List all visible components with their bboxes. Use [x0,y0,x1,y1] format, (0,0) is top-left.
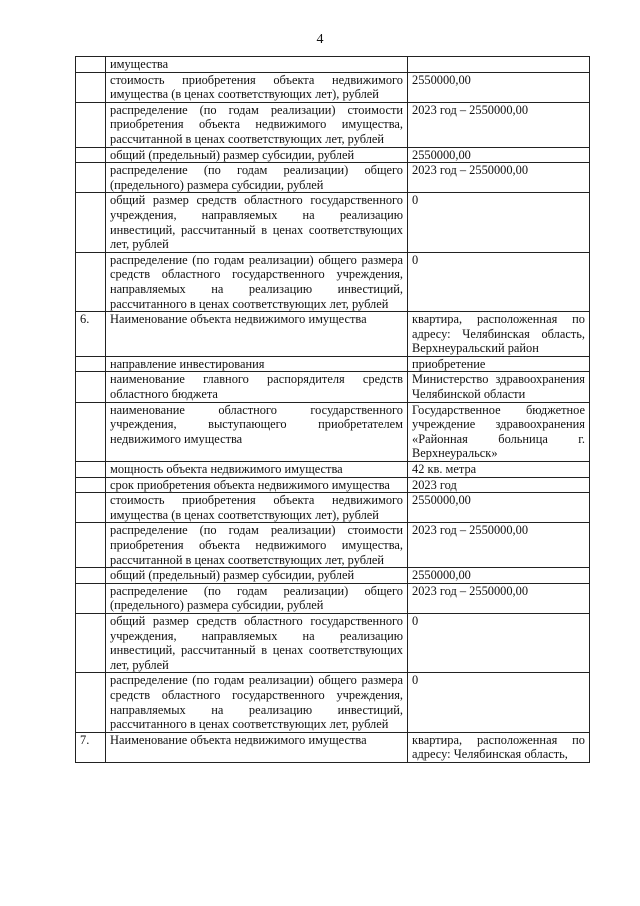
row-label: наименование главного распорядителя средств областного бюджета [106,372,408,402]
table-row [76,568,590,584]
row-number [76,72,106,102]
row-label: распределение (по годам реализации) общего размера средств областного государственного учреждения, направляемых на реализацию инвестиций, рассчитанного в ценах соответствующих лет, рублей [106,252,408,311]
page-number: 4 [316,32,324,47]
table-row [76,163,590,193]
row-label: распределение (по годам реализации) общего (предельного) размера субсидии, рублей [106,583,408,613]
row-label: стоимость приобретения объекта недвижимого имущества (в ценах соответствующих лет), рублей [106,493,408,523]
table-row [76,583,590,613]
row-value: 0 [408,252,590,311]
row-value: 2550000,00 [408,493,590,523]
row-number [76,583,106,613]
row-number [76,163,106,193]
table-row [76,372,590,402]
table-row [76,673,590,732]
row-number [76,193,106,252]
row-value: 2023 год – 2550000,00 [408,102,590,147]
row-number [76,102,106,147]
row-label: срок приобретения объекта недвижимого имущества [106,477,408,493]
row-number [76,477,106,493]
row-label: общий размер средств областного государственного учреждения, направляемых на реализацию инвестиций, рассчитанный в ценах соответствующих лет, рублей [106,613,408,672]
row-value: 2550000,00 [408,147,590,163]
table-row [76,102,590,147]
row-value: Государственное бюджетное учреждение здравоохранения «Районная больница г. Верхнеуральск» [408,402,590,461]
investment-table [75,56,590,763]
row-value: 2023 год – 2550000,00 [408,523,590,568]
table-row [76,477,590,493]
row-value: 2023 год [408,477,590,493]
row-number [76,372,106,402]
table-row [76,462,590,478]
row-number [76,493,106,523]
row-label: распределение (по годам реализации) стоимости приобретения объекта недвижимого имущества, рассчитанной в ценах соответствующих лет, рублей [106,102,408,147]
table-row [76,72,590,102]
table-row [76,523,590,568]
row-number [76,462,106,478]
row-value [408,57,590,73]
row-label: общий (предельный) размер субсидии, рублей [106,568,408,584]
row-value: приобретение [408,356,590,372]
row-label: общий размер средств областного государственного учреждения, направляемых на реализацию инвестиций, рассчитанный в ценах соответствующих лет, рублей [106,193,408,252]
row-number [76,673,106,732]
row-label: Наименование объекта недвижимого имущества [106,732,408,762]
row-value: Министерство здравоохранения Челябинской области [408,372,590,402]
row-label: распределение (по годам реализации) стоимости приобретения объекта недвижимого имущества, рассчитанной в ценах соответствующих лет, рублей [106,523,408,568]
row-value: 0 [408,673,590,732]
row-label: распределение (по годам реализации) общего (предельного) размера субсидии, рублей [106,163,408,193]
row-number [76,613,106,672]
row-label: наименование областного государственного учреждения, выступающего приобретателем недвижимого имущества [106,402,408,461]
row-label: имущества [106,57,408,73]
row-value: 2023 год – 2550000,00 [408,583,590,613]
row-number [76,402,106,461]
row-label: мощность объекта недвижимого имущества [106,462,408,478]
row-label: распределение (по годам реализации) общего размера средств областного государственного учреждения, направляемых на реализацию инвестиций, рассчитанного в ценах соответствующих лет, рублей [106,673,408,732]
row-number [76,356,106,372]
table-row [76,613,590,672]
row-value: 42 кв. метра [408,462,590,478]
row-number: 6. [76,312,106,357]
table-row [76,312,590,357]
table-row [76,402,590,461]
table-row [76,193,590,252]
table-row [76,493,590,523]
row-number: 7. [76,732,106,762]
row-value: 0 [408,193,590,252]
row-number [76,147,106,163]
row-number [76,57,106,73]
table-row [76,252,590,311]
table-row [76,147,590,163]
table-row [76,732,590,762]
row-label: стоимость приобретения объекта недвижимого имущества (в ценах соответствующих лет), рублей [106,72,408,102]
row-value: 2550000,00 [408,568,590,584]
row-value: квартира, расположенная по адресу: Челябинская область, [408,732,590,762]
table-row [76,356,590,372]
row-label: общий (предельный) размер субсидии, рублей [106,147,408,163]
row-number [76,523,106,568]
row-value: 2550000,00 [408,72,590,102]
row-label: направление инвестирования [106,356,408,372]
row-value: 0 [408,613,590,672]
row-number [76,252,106,311]
row-number [76,568,106,584]
row-value: квартира, расположенная по адресу: Челябинская область, Верхнеуральский район [408,312,590,357]
row-label: Наименование объекта недвижимого имущества [106,312,408,357]
row-value: 2023 год – 2550000,00 [408,163,590,193]
table-row [76,57,590,73]
